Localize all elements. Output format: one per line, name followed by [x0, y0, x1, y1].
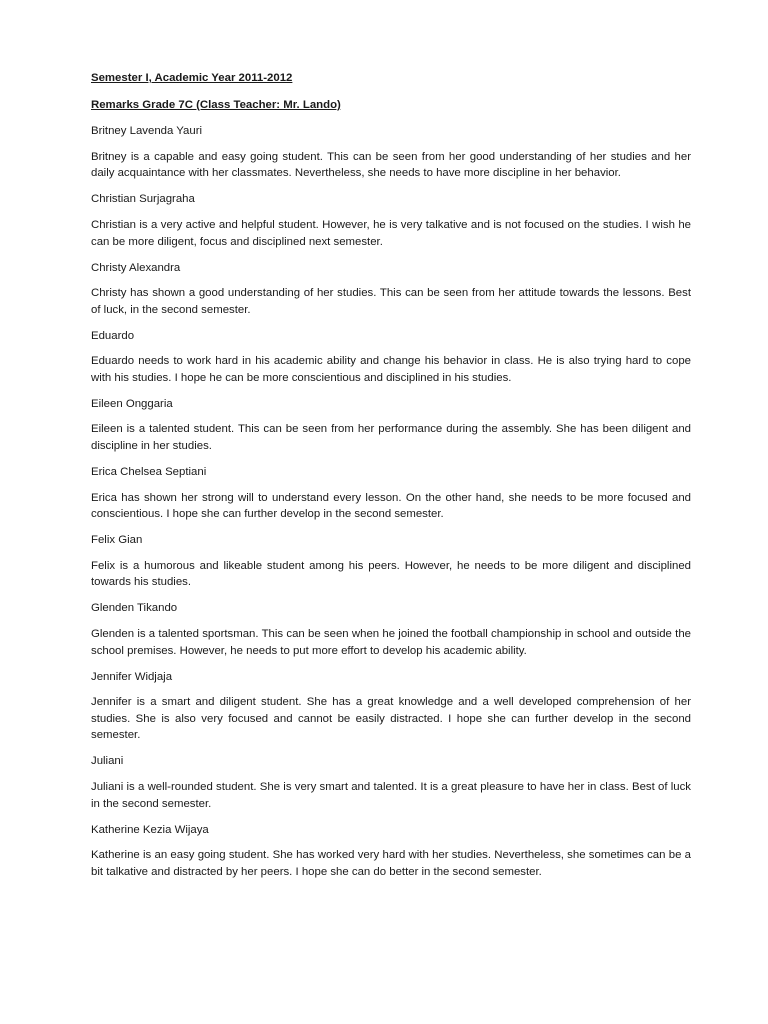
student-entry: [91, 123, 691, 182]
student-entry: [91, 328, 691, 387]
student-name: Eduardo: [91, 329, 135, 342]
semester-heading: Semester I, Academic Year 2011-2012: [91, 72, 293, 84]
student-remark: Eileen is a talented student. This can be seen from her performance during the assembly. She has been diligent and discipline in her studies.: [91, 423, 691, 453]
student-remark: Erica has shown her strong will to understand every lesson. On the other hand, she needs to be more focused and conscientious. I hope she can further develop in the second semester.: [91, 491, 691, 521]
student-remark: Christian is a very active and helpful student. However, he is very talkative and is not focused on the studies. I wish he can be more diligent, focus and disciplined next semester.: [91, 218, 691, 248]
student-remark: Jennifer is a smart and diligent student. She has a great knowledge and a well developed comprehension of her studies. She is also very focused and cannot be easily distracted. I hope she can further develop in the second semester.: [91, 696, 691, 742]
student-entry: [91, 191, 691, 250]
student-entry: [91, 600, 691, 659]
student-entry: [91, 822, 691, 881]
student-entry: [91, 669, 691, 744]
student-name: Christian Surjagraha: [91, 193, 195, 206]
student-entry: [91, 260, 691, 319]
student-entry: [91, 753, 691, 812]
document-body: [91, 70, 691, 890]
student-name: Jennifer Widjaja: [91, 670, 173, 683]
student-name: Eileen Onggaria: [91, 397, 173, 410]
student-entry: [91, 464, 691, 523]
student-remark: Eduardo needs to work hard in his academic ability and change his behavior in class. He is also trying hard to cope with his studies. I hope he can be more conscientious and disciplined in his studies.: [91, 355, 691, 384]
student-name: Glenden Tikando: [91, 602, 178, 615]
student-remark: Felix is a humorous and likeable student among his peers. However, he needs to be more diligent and disciplined towards his studies.: [91, 559, 691, 589]
student-name: Christy Alexandra: [91, 261, 181, 274]
student-remark: Glenden is a talented sportsman. This can be seen when he joined the football championship in school and outside the school premises. However, he needs to put more effort to develop his academic ability.: [91, 627, 691, 657]
student-remark: Britney is a capable and easy going student. This can be seen from her good understanding of her studies and her daily acquaintance with her classmates. Nevertheless, she needs to have more discipline in her behavior.: [91, 150, 691, 180]
student-name: Katherine Kezia Wijaya: [91, 823, 209, 836]
student-name: Felix Gian: [91, 534, 143, 547]
student-remark: Christy has shown a good understanding of her studies. This can be seen from her attitude towards the lessons. Best of luck, in the second semester.: [91, 287, 691, 316]
student-entry: [91, 396, 691, 455]
student-name: Erica Chelsea Septiani: [91, 466, 207, 479]
student-name: Juliani: [91, 755, 124, 768]
remarks-heading: Remarks Grade 7C (Class Teacher: Mr. Lando): [91, 98, 341, 111]
student-remark: Katherine is an easy going student. She has worked very hard with her studies. Nevertheless, she sometimes can be a bit talkative and distracted by her peers. I hope she can do better in the second semester.: [91, 849, 691, 878]
student-name: Britney Lavenda Yauri: [91, 125, 203, 138]
student-remark: Juliani is a well-rounded student. She is very smart and talented. It is a great pleasure to have her in class. Best of luck in the second semester.: [91, 780, 691, 810]
student-entry: [91, 532, 691, 591]
